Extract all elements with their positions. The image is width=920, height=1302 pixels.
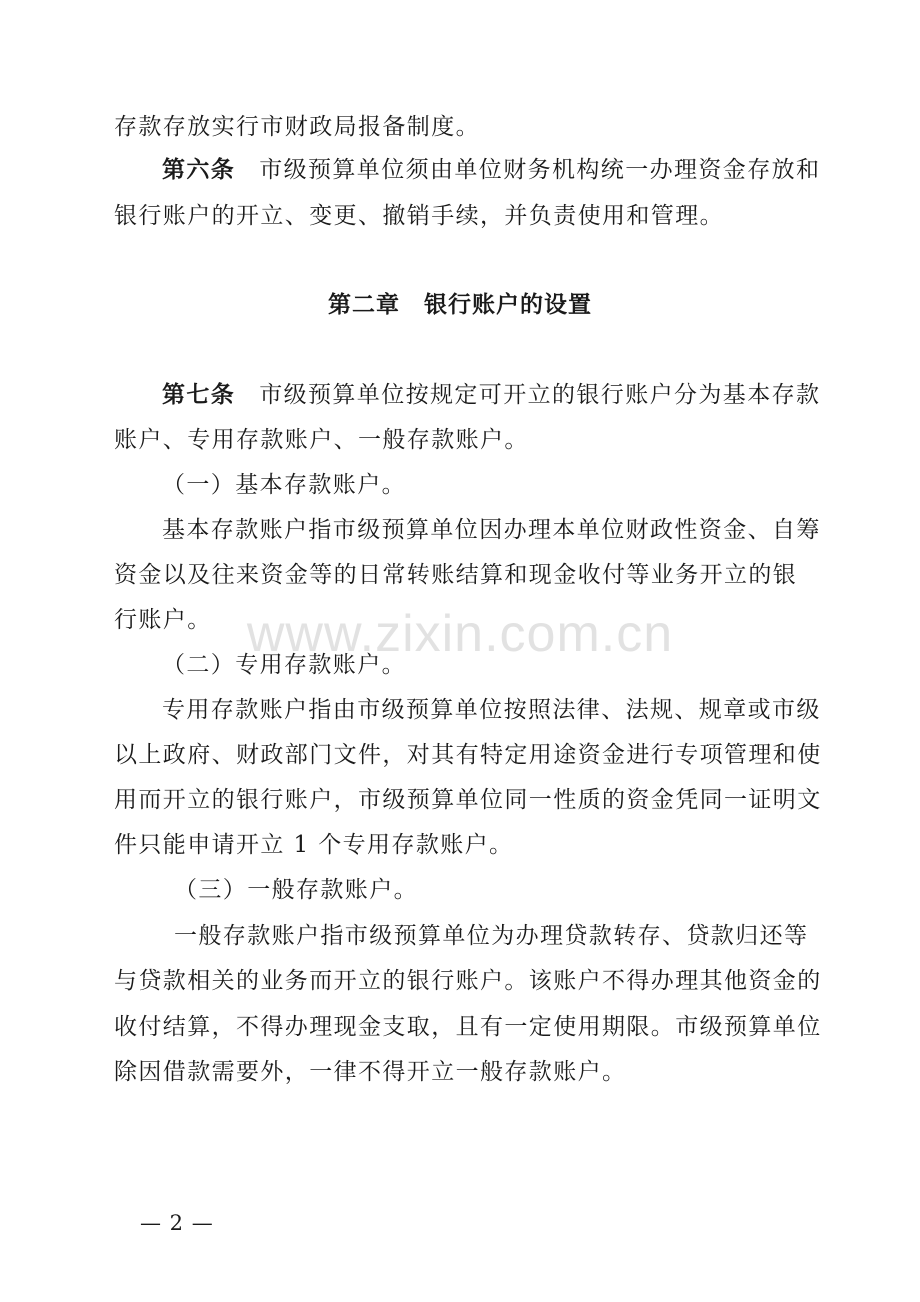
item-3-line-2: 与贷款相关的业务而开立的银行账户。该账户不得办理其他资金的 bbox=[114, 968, 822, 994]
item-1-line-2: 资金以及往来资金等的日常转账结算和现金收付等业务开立的银 bbox=[114, 562, 798, 588]
page-number: — 2 — bbox=[140, 1211, 214, 1235]
article-6-text: 市级预算单位须由单位财务机构统一办理资金存放和 bbox=[259, 157, 821, 183]
article-7-line-2: 账户、专用存款账户、一般存款账户。 bbox=[114, 427, 529, 453]
item-1-heading: （一）基本存款账户。 bbox=[162, 472, 406, 498]
item-2-heading: （二）专用存款账户。 bbox=[162, 652, 406, 678]
item-1-line-3: 行账户。 bbox=[114, 607, 212, 633]
item-3-line-4: 除因借款需要外，一律不得开立一般存款账户。 bbox=[114, 1059, 627, 1085]
item-3-line-1: 一般存款账户指市级预算单位为办理贷款转存、贷款归还等 bbox=[174, 923, 809, 949]
article-7-label: 第七条 bbox=[162, 382, 236, 408]
item-2-line-2: 以上政府、财政部门文件，对其有特定用途资金进行专项管理和使 bbox=[114, 742, 822, 768]
paragraph-line: 存款存放实行市财政局报备制度。 bbox=[114, 114, 480, 140]
item-2-line-4: 件只能申请开立 1 个专用存款账户。 bbox=[114, 832, 514, 858]
article-7-line-1 bbox=[162, 380, 820, 410]
item-3-heading: （三）一般存款账户。 bbox=[174, 877, 418, 903]
item-2-line-1: 专用存款账户指由市级预算单位按照法律、法规、规章或市级 bbox=[162, 697, 821, 723]
item-2-line-3: 用而开立的银行账户，市级预算单位同一性质的资金凭同一证明文 bbox=[114, 787, 822, 813]
article-7-text: 市级预算单位按规定可开立的银行账户分为基本存款 bbox=[259, 382, 821, 408]
chapter-heading: 第二章 银行账户的设置 bbox=[328, 292, 592, 318]
article-6-line-2: 银行账户的开立、变更、撤销手续，并负责使用和管理。 bbox=[114, 203, 724, 229]
item-3-line-3: 收付结算，不得办理现金支取，且有一定使用期限。市级预算单位 bbox=[114, 1014, 822, 1040]
article-6-label: 第六条 bbox=[162, 157, 236, 183]
item-1-line-1: 基本存款账户指市级预算单位因办理本单位财政性资金、自筹 bbox=[162, 517, 821, 543]
watermark: www.zixin.com.cn bbox=[246, 605, 674, 663]
article-6-line-1 bbox=[162, 155, 820, 185]
